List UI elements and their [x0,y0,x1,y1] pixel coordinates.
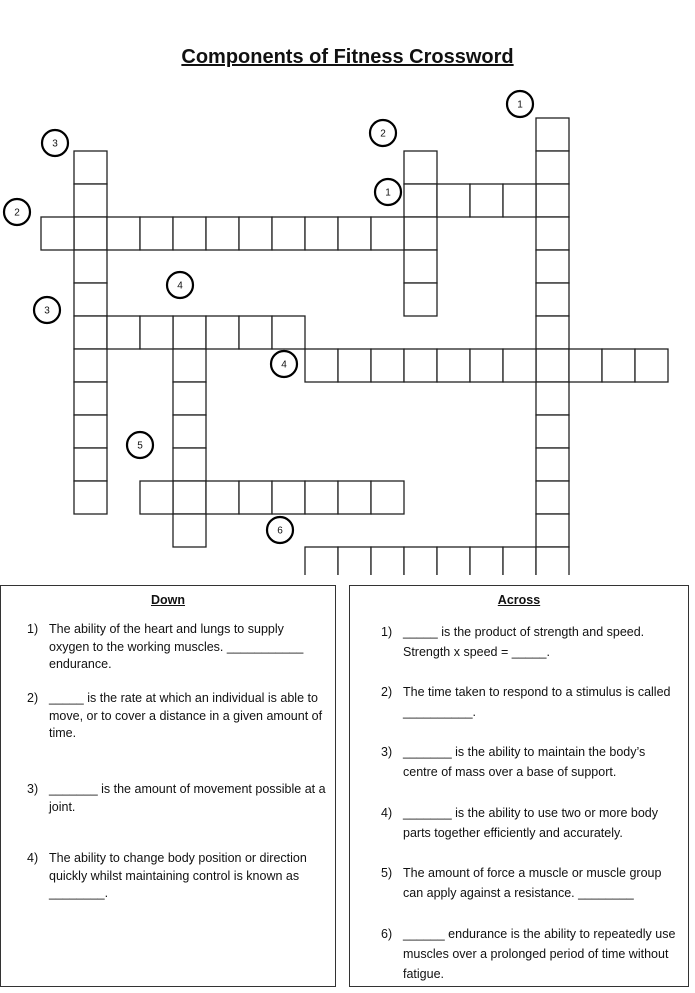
crossword-cell[interactable] [503,547,536,575]
crossword-cell[interactable] [305,349,338,382]
across-clue-5 [381,863,681,903]
crossword-cell[interactable] [404,217,437,250]
crossword-cell[interactable] [74,283,107,316]
crossword-cell[interactable] [536,250,569,283]
crossword-cell[interactable] [371,349,404,382]
crossword-cell[interactable] [404,250,437,283]
clue-number-across-1 [375,179,401,205]
crossword-cell[interactable] [536,217,569,250]
crossword-cell[interactable] [404,283,437,316]
crossword-cell[interactable] [206,481,239,514]
clue-number-across-2 [4,199,30,225]
down-clue-4 [27,850,327,903]
down-clue-number: 1) [27,622,39,636]
across-clue-text: _______ is the ability to maintain the body’s centre of mass over a base of support. [403,745,646,779]
down-clue-text: The ability of the heart and lungs to supply oxygen to the working muscles. ___________ endurance. [49,622,304,671]
crossword-cell[interactable] [74,184,107,217]
across-clues-panel [349,585,689,987]
clue-number-label: 5 [137,440,143,452]
down-clue-text: _______ is the amount of movement possible at a joint. [49,782,326,814]
crossword-cell[interactable] [437,184,470,217]
crossword-cell[interactable] [173,217,206,250]
across-clue-text: The time taken to respond to a stimulus is called __________. [403,685,671,719]
across-clue-number: 2) [381,685,393,699]
clue-number-label: 4 [177,280,183,292]
crossword-cell[interactable] [74,217,107,250]
crossword-cell[interactable] [536,184,569,217]
clue-number-down-1 [507,91,533,117]
crossword-cell[interactable] [404,151,437,184]
crossword-cell[interactable] [536,547,569,575]
crossword-cell[interactable] [74,316,107,349]
crossword-cell[interactable] [206,217,239,250]
down-clue-text: _____ is the rate at which an individual is able to move, or to cover a distance in a given amount of time. [49,691,323,740]
across-clue-4 [381,803,681,843]
across-clue-2 [381,682,681,722]
across-clue-number: 5) [381,866,393,880]
across-clue-3 [381,742,681,782]
crossword-cell[interactable] [404,547,437,575]
crossword-cell[interactable] [404,349,437,382]
crossword-cell[interactable] [107,316,140,349]
crossword-cell[interactable] [74,415,107,448]
crossword-cell[interactable] [635,349,668,382]
crossword-cell[interactable] [536,514,569,547]
crossword-cell[interactable] [173,415,206,448]
clue-number-label: 4 [281,359,287,371]
across-heading: Across [497,593,541,607]
crossword-cell[interactable] [239,217,272,250]
down-clues-panel [0,585,336,987]
across-clue-number: 6) [381,927,393,941]
crossword-cell[interactable] [272,316,305,349]
crossword-cell[interactable] [536,151,569,184]
crossword-cell[interactable] [503,349,536,382]
clue-number-label: 1 [385,187,391,199]
crossword-cell[interactable] [140,481,173,514]
crossword-cell[interactable] [338,481,371,514]
crossword-cell[interactable] [338,547,371,575]
crossword-cell[interactable] [404,184,437,217]
crossword-cell[interactable] [437,349,470,382]
down-clue-text: The ability to change body position or direction quickly whilst maintaining control is known as ________. [49,851,307,900]
crossword-cell[interactable] [173,481,206,514]
crossword-cell[interactable] [305,481,338,514]
crossword-cell[interactable] [107,217,140,250]
crossword-cell[interactable] [569,349,602,382]
crossword-cell[interactable] [239,316,272,349]
crossword-cell[interactable] [536,415,569,448]
down-clue-number: 2) [27,691,39,705]
clue-number-across-6 [267,517,293,543]
across-clue-text: ______ endurance is the ability to repeatedly use muscles over a prolonged period of time without fatigue. [403,927,676,981]
across-clue-text: The amount of force a muscle or muscle group can apply against a resistance. ________ [403,866,662,900]
down-heading: Down [150,593,186,607]
crossword-cell[interactable] [602,349,635,382]
crossword-cell[interactable] [536,481,569,514]
clue-number-across-4 [271,351,297,377]
crossword-cell[interactable] [536,316,569,349]
crossword-cell[interactable] [503,184,536,217]
clue-number-across-3 [34,297,60,323]
clue-number-label: 6 [277,525,283,537]
down-clue-3 [27,781,327,816]
crossword-cell[interactable] [74,250,107,283]
crossword-cell[interactable] [536,283,569,316]
clue-number-label: 3 [44,305,50,317]
across-clue-1 [381,622,681,662]
crossword-cell[interactable] [536,118,569,151]
page-title: Components of Fitness Crossword [181,46,514,68]
crossword-cell[interactable] [338,217,371,250]
crossword-cell[interactable] [371,547,404,575]
crossword-cell[interactable] [74,448,107,481]
crossword-cell[interactable] [470,349,503,382]
clue-number-label: 2 [380,128,386,140]
crossword-cell[interactable] [536,448,569,481]
crossword-cell[interactable] [173,316,206,349]
clue-number-label: 3 [52,138,58,150]
crossword-cell[interactable] [173,382,206,415]
down-clue-2 [27,690,327,743]
crossword-cell[interactable] [272,481,305,514]
down-clue-1 [27,621,327,674]
across-clue-number: 4) [381,806,393,820]
crossword-cell[interactable] [74,349,107,382]
crossword-cell[interactable] [305,217,338,250]
across-clue-text: _______ is the ability to use two or more body parts together efficiently and accurately. [403,806,659,840]
crossword-cell[interactable] [272,217,305,250]
crossword-cell[interactable] [470,547,503,575]
across-clue-text: _____ is the product of strength and speed. Strength x speed = _____. [403,625,645,659]
down-clue-number: 4) [27,851,39,865]
crossword-cell[interactable] [305,547,338,575]
crossword-cell[interactable] [536,382,569,415]
clue-number-down-4 [167,272,193,298]
across-clue-number: 3) [381,745,393,759]
crossword-cell[interactable] [239,481,272,514]
crossword-cell[interactable] [371,217,404,250]
crossword-cell[interactable] [140,316,173,349]
down-clue-number: 3) [27,782,39,796]
clue-number-down-2 [370,120,396,146]
crossword-cell[interactable] [173,514,206,547]
crossword-cell[interactable] [41,217,74,250]
clue-number-across-5 [127,432,153,458]
crossword-cell[interactable] [173,349,206,382]
crossword-cell[interactable] [140,217,173,250]
crossword-cell[interactable] [470,184,503,217]
across-clue-6 [381,924,681,984]
clue-number-label: 2 [14,207,20,219]
crossword-cell[interactable] [74,481,107,514]
crossword-cell[interactable] [536,349,569,382]
across-clue-number: 1) [381,625,393,639]
crossword-cell[interactable] [371,481,404,514]
crossword-cell[interactable] [206,316,239,349]
crossword-cell[interactable] [74,151,107,184]
crossword-cell[interactable] [74,382,107,415]
crossword-cell[interactable] [338,349,371,382]
clue-number-label: 1 [517,99,523,111]
crossword-cell[interactable] [437,547,470,575]
crossword-cell[interactable] [173,448,206,481]
clue-number-down-3 [42,130,68,156]
